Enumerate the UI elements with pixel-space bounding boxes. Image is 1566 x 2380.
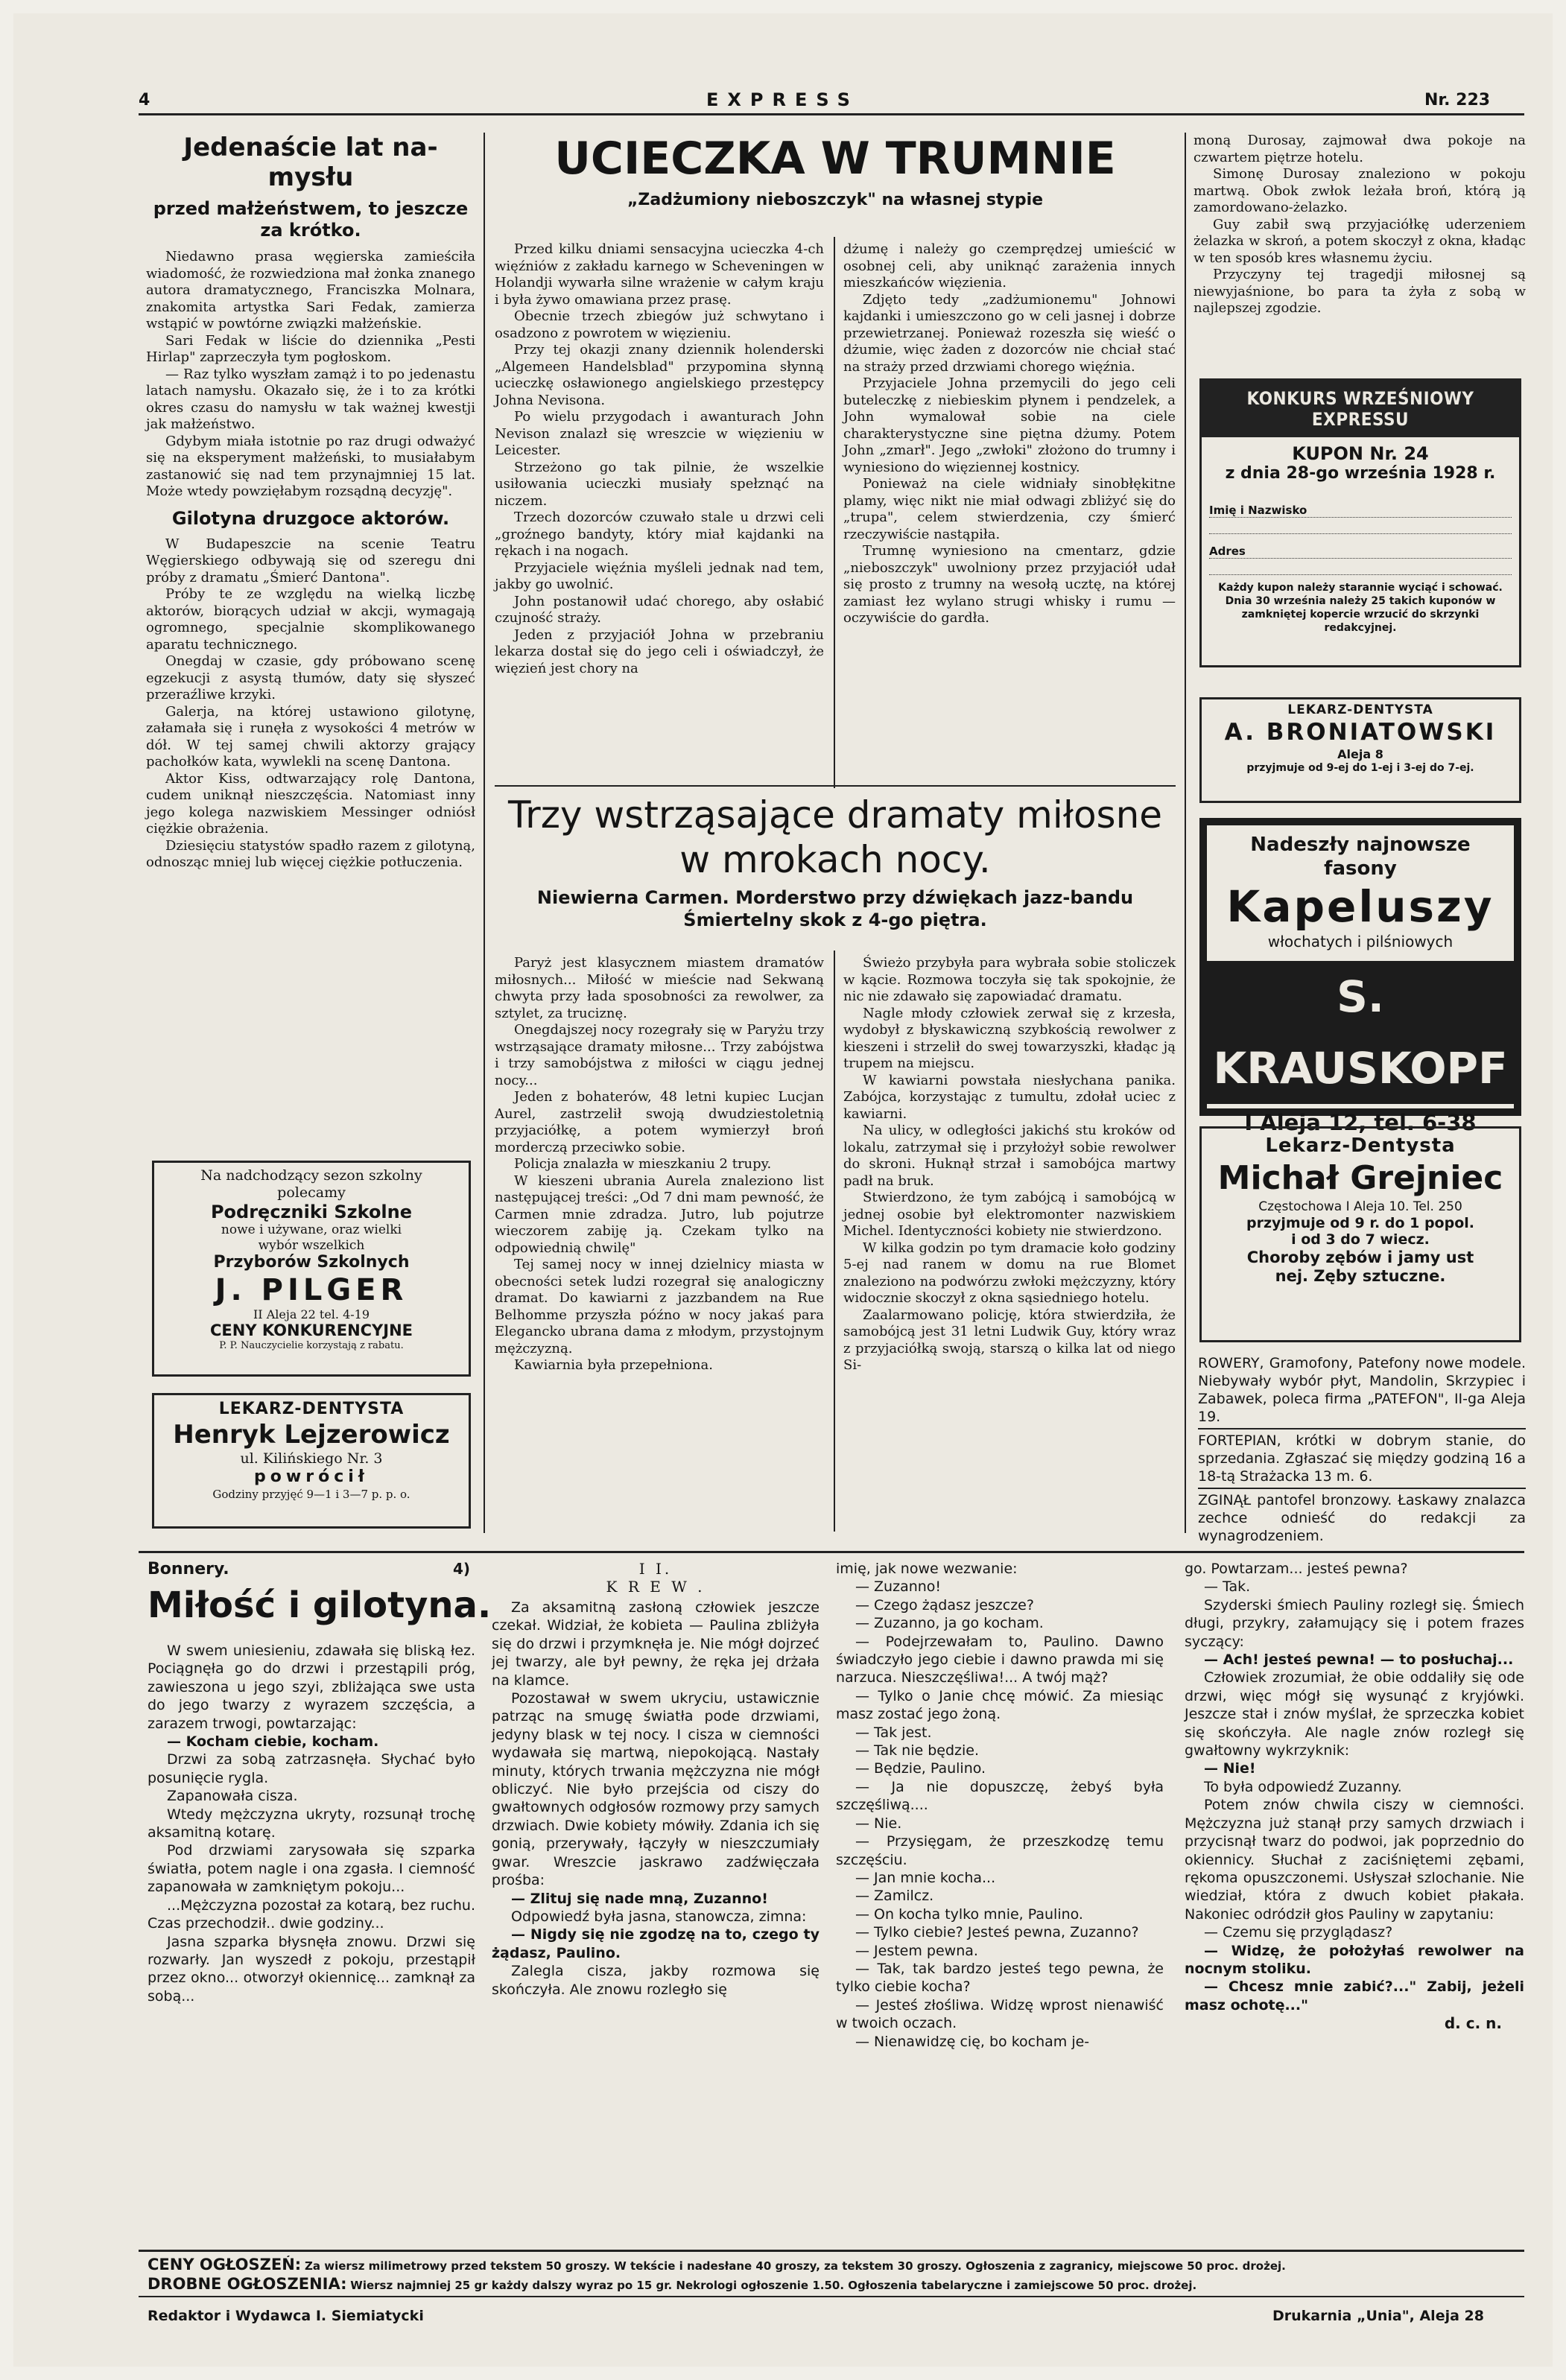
column-rule (484, 133, 485, 1533)
paragraph: Zdjęto tedy „zadżumionemu" Johnowi kajdanki i umieszczono go w celi jasnej i dobrze przewietrzanej. Ponieważ rozeszła się wieść o dżumie, więc żaden z dozorców nie chciał stać na straży przed drzwiami chorego więźnia. (843, 291, 1176, 375)
article-column (843, 955, 1176, 1374)
footer-small-ads (148, 2275, 1524, 2294)
paragraph: Zapanowała cisza. (167, 1788, 298, 1805)
paragraph: John postanowił udać chorego, aby osłabić czujność straży. (495, 593, 824, 626)
article-column (1185, 1560, 1524, 2032)
ad-name: S. KRAUSKOPF (1207, 961, 1514, 1104)
ad-line: włochatych i pilśniowych (1267, 933, 1454, 951)
paragraph: Świeżo przybyła para wybrała sobie stoliczek w kącie. Rozmowa toczyła się tak spokojnie, że nic nie zdawało się zapowiadać dramatu. (843, 955, 1176, 1004)
ad-pilger (152, 1161, 471, 1377)
article-subtitle: przed małżeństwem, to jeszcze za krótko. (153, 198, 469, 241)
article-column (836, 1560, 1164, 2051)
paragraph: — Zlituj się nade mną, Zuzanno! (511, 1890, 768, 1907)
article-title: Trzy wstrząsające dramaty miłosne w mrokach nocy. (507, 793, 1163, 881)
paragraph: — Nie. (855, 1815, 902, 1832)
paragraph: Niedawno prasa węgierska zamieściła wiadomość, że rozwiedziona mał żonka znanego autora dramatycznego, Franciszka Molnara, znakomita artystka Sari Fedak, zamierza wstąpić w powtórne związki małżeńskie. (146, 249, 475, 331)
ad-line: i od 3 do 7 wiecz. (1291, 1231, 1430, 1248)
paragraph: Galerja, na której ustawiono gilotynę, załamała się i runęła z wysokości 4 metrów w dół. W tej samej chwili aktorzy grający pachołków kata, wywlekli na scenę Dantona. (146, 703, 475, 769)
serial-number: 4) (453, 1560, 471, 1578)
article-column (843, 241, 1176, 627)
paragraph: Jeden z przyjaciół Johna w przebraniu lekarza dostał się do jego celi i oświadczył, że więzień jest chory na (495, 626, 824, 676)
footer-label: CENY OGŁOSZEŃ: (148, 2256, 302, 2273)
paragraph: Przyjaciele więźnia myśleli jednak nad tem, jakby go uwolnić. (495, 559, 824, 592)
paragraph: Guy zabił swą przyjaciółkę uderzeniem żelazka w skroń, a potem skoczył z okna, kładąc w ten sposób kres własnemu życiu. (1193, 216, 1526, 266)
ad-line: Przyborów Szkolnych (213, 1253, 410, 1272)
paragraph: — Nienawidzę cię, bo kocham je- (855, 2033, 1090, 2050)
small-ads (1198, 1354, 1526, 1545)
ad-line: Godziny przyjęć 9—1 i 3—7 p. p. o. (212, 1487, 410, 1501)
footer-text: Za wiersz milimetrowy przed tekstem 50 groszy. W tekście i nadesłane 40 groszy, za tekstem 30 groszy. Ogłoszenia z zagranicy, miejscowe 50 proc. drożej. (304, 2259, 1286, 2273)
printer-credit: Drukarnia „Unia", Aleja 28 (1272, 2308, 1484, 2324)
paragraph: W swem uniesieniu, zdawała się bliską łez. Pociągnęła go do drzwi i przestąpili próg, zawieszona u jego szyi, zbliżająca swe usta do jego twarzy z wyrazem szczęścia, a zarazem trwogi, powtarzając: (148, 1643, 475, 1732)
chapter-title: K R E W . (606, 1578, 706, 1596)
paragraph: W Budapeszcie na scenie Teatru Węgierskiego odbywają się od szeregu dni próby z dramatu „Śmierć Dantona". (146, 536, 475, 586)
paragraph: Na ulicy, w odległości jakichś stu kroków od lokalu, zatrzymał się i przyłożył sobie rewolwer do skroni. Huknął strzał i samobójca martwy padł na bruk. (843, 1123, 1176, 1189)
ad-line: LEKARZ-DENTYSTA (218, 1400, 405, 1418)
ad-line: Częstochowa I Aleja 10. Tel. 250 (1258, 1199, 1462, 1215)
paragraph: Szyderski śmiech Pauliny rozległ się. Śmiech długi, przykry, załamujący się i potem frazes syczący: (1185, 1596, 1524, 1650)
paragraph: — Jesteś złośliwa. Widzę wprost nienawiść w twoich oczach. (836, 1996, 1164, 2032)
paragraph: Przed kilku dniami sensacyjna ucieczka 4-ch więźniów z zakładu karnego w Scheveningen w Holandji wywarła silne wrażenie w całym kraju i była żywo omawiana przez prasę. (495, 241, 824, 308)
ad-broniatowski (1199, 697, 1521, 803)
paragraph: — Przysięgam, że przeszkodzę temu szczęściu. (836, 1833, 1164, 1868)
ad-lejzerowicz (152, 1393, 471, 1529)
footer-text: Wiersz najmniej 25 gr każdy dalszy wyraz po 15 gr. Nekrologi ogłoszenie 1.50. Ogłoszenia tabelaryczne i zamiejscowe 50 proc. drożej. (350, 2279, 1197, 2292)
paragraph: Sari Fedak w liście do dziennika „Pesti Hirlap" zaprzeczyła tym pogłoskom. (146, 332, 475, 365)
coupon-box (1199, 378, 1521, 667)
paragraph: — On kocha tylko mnie, Paulino. (855, 1905, 1083, 1923)
paragraph: Próby te ze względu na wielką liczbę aktorów, biorących udział w akcji, wymagają ogromnego, specjalnie skomplikowanego aparatu technicznego. (146, 586, 475, 653)
serial-kicker: Bonnery. (148, 1560, 229, 1578)
paragraph: — Tak. (1204, 1578, 1251, 1596)
paragraph: — Zuzanno! (855, 1578, 942, 1596)
article-column (148, 1642, 475, 2005)
ad-name: Henryk Lejzerowicz (173, 1420, 450, 1450)
ad-line: Podręczniki Szkolne (210, 1201, 413, 1222)
footer-prices (148, 2256, 1524, 2275)
paragraph: Paryż jest klasycznem miastem dramatów miłosnych... Miłość w mieście nad Sekwaną chwyta przy łada sposobności za rewolwer, za sztylet, za truciznę. (495, 955, 824, 1021)
ad-line: CENY KONKURENCYJNE (209, 1321, 413, 1339)
ad-line: LEKARZ-DENTYSTA (1287, 702, 1433, 717)
editor-credit: Redaktor i Wydawca I. Siemiatycki (148, 2308, 424, 2324)
ad-line: Choroby zębów i jamy ust (1246, 1248, 1474, 1267)
section-subtitle: Gilotyna druzgoce aktorów. (171, 507, 450, 529)
coupon-name-field: Imię i Nazwisko (1209, 493, 1512, 518)
serial-title: Miłość i gilotyna. (148, 1584, 492, 1626)
chapter-number: I I. (638, 1560, 673, 1578)
article-subtitle: „Zadżumiony nieboszczyk" na własnej stypie (627, 191, 1044, 209)
paragraph: Ponieważ na ciele widniały sinobłękitne plamy, więc nikt nie miał odwagi zbliżyć się do „trupa", celem stwierdzenia, czy śmierć rzeczywiście nastąpiła. (843, 476, 1176, 542)
paragraph: Onegdajszej nocy rozegrały się w Paryżu trzy wstrząsające dramaty miłosne... Trzy zabójstwa i trzy samobójstwa z miłości w ciągu jednej nocy... (495, 1022, 824, 1088)
paragraph: Trzech dozorców czuwało stale u drzwi celi „groźnego bandyty, który miał kajdanki na rękach i na nogach. (495, 510, 824, 559)
paragraph: Kawiarnia była przepełniona. (514, 1357, 713, 1373)
paragraph: Pozostawał w swem ukryciu, ustawicznie patrząc na smugę światła pode drzwiami, jedyny blask w tej nocy. I cisza w ciemności wydawała się martwą, niepokojącą. Nastały minuty, których trwania mężczyzna nie mógł obliczyć. Nie było przejścia od ciszy do gwałtownych odgłosów rozmowy przy samych drzwiach. Dwie kobiety mówiły. Zdania ich się gonią, przerywały, łączyły w nieszczumiały gwar. Wreszcie jaskrawo zadźwięczała prośba: (492, 1690, 820, 1889)
paragraph: Trumnę wyniesiono na cmentarz, gdzie „nieboszczyk" uwolniony przez przyjaciół udał się prosto z trumny na wesołą ucztę, na której zamiast łez wylano strugi whisky i rumu — oczywiście do gardła. (843, 543, 1176, 626)
article-jedenascie-lat (146, 133, 475, 872)
paragraph: — Zuzanno, ja go kocham. (855, 1615, 1044, 1632)
ad-grejniec (1199, 1126, 1521, 1342)
article-ucieczka-w-trumnie (495, 133, 1176, 220)
paragraph: — Tak, tak bardzo jesteś tego pewna, że tylko ciebie kocha? (836, 1960, 1164, 1996)
ad-krauskopf (1199, 818, 1521, 1135)
paragraph: W kawiarni powstała niesłychana panika. Zabójca, korzystając z tumultu, zdołał uciec z kawiarni. (843, 1072, 1176, 1122)
paragraph: imię, jak nowe wezwanie: (836, 1561, 1018, 1577)
paragraph: Jeden z bohaterów, 48 letni kupiec Lucjan Aurel, zastrzelił swoją dwudziestoletnią przyjaciółkę, a potem wymierzył broń morderczą przeciwko sobie. (495, 1089, 824, 1155)
coupon-line (1209, 559, 1512, 575)
divider (1198, 1488, 1526, 1489)
paragraph: Za aksamitną zasłoną człowiek jeszcze czekał. Widział, że kobieta — Paulina zbliżyła się do drzwi i przymknęła je. Nie mógł dojrzeć jej twarzy, ale był pewny, że ręka jej drżała na klamce. (492, 1599, 820, 1689)
small-ad: ZGINĄŁ pantofel bronzowy. Łaskawy znalazca zechce odnieść do redakcji za wynagrodzeniem. (1198, 1492, 1526, 1544)
paragraph: W kieszeni ubrania Aurela znaleziono list następującej treści: „Od 7 dni mam pewność, że Carmen mnie zdradza. Jutro, lub pojutrze wieczorem zabiję ją. Czekam tylko na odpowiednią chwilę" (495, 1172, 824, 1256)
ad-address: Aleja 8 (1337, 747, 1383, 762)
paragraph: — Raz tylko wyszłam zamąż i to po jedenastu latach namysłu. Okazało się, że i to za krótki okres czasu do namysłu w tak ważnej kwestji jak małżeństwo. (146, 366, 475, 432)
coupon-address-field: Adres (1209, 534, 1512, 559)
paragraph: Potem znów chwila ciszy w ciemności. Mężczyzna już stanął przy samych drzwiach i przycisnął twarz do podwoi, jak poprzednio do okiennicy. Słuchał z zaciśniętemi zębami, rękoma opuszczonemi. Usłyszał szlochanie. Nie wiedział, która z dwuch kobiet płakała. Nakoniec odródził głos Pauliny w zapytaniu: (1185, 1797, 1524, 1923)
ad-line: Na nadchodzący sezon szkolny (200, 1167, 422, 1184)
paragraph: Drzwi za sobą zatrzasnęła. Słychać było posunięcie rygla. (148, 1751, 475, 1786)
ad-line: przyjmuje od 9-ej do 1-ej i 3-ej do 7-ej. (1246, 761, 1474, 774)
ad-address: I Aleja 12, tel. 6-38 (1244, 1110, 1477, 1135)
ad-line: wybór wszelkich (258, 1237, 365, 1253)
coupon-header: KONKURS WRZEŚNIOWY EXPRESSU (1202, 381, 1519, 437)
ad-line: nej. Zęby sztuczne. (1275, 1267, 1446, 1286)
ad-line: Nadeszły najnowsze fasony (1250, 834, 1471, 880)
column-rule (834, 951, 835, 1532)
footer-label: DROBNE OGŁOSZENIA: (148, 2275, 347, 2293)
paragraph: — Tylko o Janie chcę mówić. Za miesiąc masz zostać jego żoną. (836, 1687, 1164, 1723)
paragraph: — Zamilcz. (855, 1888, 934, 1905)
paragraph: To była odpowiedź Zuzanny. (1204, 1778, 1402, 1795)
newspaper-page (13, 13, 1553, 2367)
paragraph: moną Durosay, zajmował dwa pokoje na czwartem piętrze hotelu. (1193, 133, 1526, 165)
paragraph: — Podejrzewałam to, Paulino. Dawno świadczyło jego ciebie i dawno prawda mi się narzuca. Nieszczęśliwa!... A twój mąż? (836, 1633, 1164, 1686)
paragraph: Gdybym miała istotnie po raz drugi odważyć się na eksperyment małżeński, to musiałabym zastanowić się nad tem przynajmniej 15 lat. Może wtedy powzięłabym rozsądną decyzję". (146, 433, 475, 499)
article-title: Jedenaście lat na- mysłu (183, 133, 438, 192)
ad-line: polecamy (277, 1184, 346, 1201)
paragraph: Strzeżono go tak pilnie, że wszelkie usiłowania ucieczki musiały spełznąć na niczem. (495, 459, 824, 509)
paragraph: — Czemu się przyglądasz? (1204, 1924, 1393, 1941)
article-subtitle: Niewierna Carmen. Morderstwo przy dźwiękach jazz-bandu (536, 887, 1134, 908)
paragraph: — Jestem pewna. (855, 1942, 978, 1959)
continued-note: d. c. n. (1444, 2014, 1502, 2033)
coupon-instructions: Każdy kupon należy starannie wyciąć i schować. Dnia 30 września należy 25 takich kuponów w zamkniętej kopercie wrzucić do skrzynki redakcyjnej. (1218, 582, 1503, 634)
paragraph: — Tak jest. (855, 1724, 932, 1741)
article-column (495, 955, 824, 1374)
ad-name: Michał Grejniec (1217, 1159, 1503, 1198)
paragraph: Nagle młody człowiek zerwał się z krzesła, wydobył z błyskawiczną szybkością rewolwer z kieszeni i strzelił do swej towarzyszki, kładąc ją trupem na miejscu. (843, 1005, 1176, 1071)
ad-name: J. PILGER (215, 1272, 408, 1307)
ad-address: II Aleja 22 tel. 4-19 (253, 1307, 370, 1321)
footer-rule (139, 2250, 1524, 2252)
small-ad: FORTEPIAN, krótki w dobrym stanie, do sprzedania. Zgłaszać się między godziną 16 a 18-tą Strażacka 13 m. 6. (1198, 1432, 1526, 1485)
article-subtitle: Śmiertelny skok z 4-go piętra. (683, 910, 987, 930)
paragraph: W kilka godzin po tym dramacie koło godziny 5-ej nad ranem w domu na rue Blomet znaleziono na podwórzu zwłoki mężczyzny, który widocznie skoczył z okna sąsiedniego hotelu. (843, 1240, 1176, 1306)
footer-rule (139, 2296, 1524, 2297)
column-rule (1185, 133, 1186, 1533)
paragraph: — Będzie, Paulino. (855, 1760, 986, 1777)
paragraph: — Nigdy się nie zgodzę na to, czego ty żądasz, Paulino. (492, 1926, 820, 1961)
paragraph: — Czego żądasz jeszcze? (855, 1596, 1034, 1613)
paragraph: Dziesięciu statystów spadło razem z gilotyną, odnosząc mniej lub więcej ciężkie potłuczenia. (146, 837, 475, 870)
header-rule (139, 113, 1524, 115)
paragraph: Wtedy mężczyzna ukryty, rozsunął trochę aksamitną kotarę. (148, 1806, 475, 1841)
ad-line: powrócił (254, 1467, 369, 1487)
article-trzy-dramaty (495, 793, 1176, 939)
coupon-number: KUPON Nr. 24 (1292, 443, 1429, 464)
ad-line: nowe i używane, oraz wielki (221, 1222, 402, 1238)
paragraph: Stwierdzono, że tym zabójcą i samobójcą w jednej osobie był elektromonter nazwiskiem Michel. Identyczności kobiety nie stwierdzono. (843, 1190, 1176, 1239)
paragraph: Aktor Kiss, odtwarzający rolę Dantona, cudem uniknął nieszczęścia. Natomiast inny jego kolega nazwiskiem Messinger odniósł ciężkie obrażenia. (146, 770, 475, 837)
article-column (492, 1560, 820, 1999)
coupon-date: z dnia 28-go września 1928 r. (1225, 464, 1496, 483)
ad-address: ul. Kilińskiego Nr. 3 (240, 1450, 383, 1467)
paragraph: — Nie! (1204, 1760, 1256, 1777)
paragraph: Policja znalazła w mieszkaniu 2 trupy. (514, 1156, 772, 1172)
paragraph: Po wielu przygodach i awanturach John Nevison znalazł się wreszcie w więzieniu w Leicester. (495, 409, 824, 458)
coupon-line (1209, 518, 1512, 534)
paragraph: Obecnie trzech zbiegów już schwytano i osadzono z powrotem w więzieniu. (495, 308, 824, 341)
paragraph: go. Powtarzam... jesteś pewna? (1185, 1561, 1408, 1577)
paragraph: Zalegla cisza, jakby rozmowa się skończyła. Ale znowu rozległo się (492, 1963, 820, 1998)
paragraph: — Tak nie będzie. (855, 1742, 980, 1759)
ad-line: P. P. Nauczycielie korzystają z rabatu. (219, 1339, 404, 1351)
paragraph: Simonę Durosay znaleziono w pokoju martwą. Obok zwłok leżała broń, którą ją zamordowano-żelazko. (1193, 166, 1526, 215)
paragraph: Przy tej okazji znany dziennik holenderski „Algemeen Handelsblad" przypomina słynną ucieczkę osławionego angielskiego przestępcy Johna Nevisona. (495, 342, 824, 408)
paragraph: — Kocham ciebie, kocham. (167, 1733, 379, 1751)
paragraph: — Tylko ciebie? Jesteś pewna, Zuzanno? (855, 1924, 1139, 1941)
paragraph: Odpowiedź była jasna, stanowcza, zimna: (511, 1908, 807, 1925)
paragraph: Pod drzwiami zarysowała się szparka światła, potem nagle i ona zgasła. I ciemność zapanowała w zamkniętym pokoju... (148, 1842, 475, 1896)
ad-line: przyjmuje od 9 r. do 1 popol. (1246, 1214, 1474, 1231)
masthead: EXPRESS (706, 89, 859, 110)
paragraph: Jasna szparka błysnęła znowu. Drzwi się rozwarły. Jan wyszedł z pokoju, przestąpił przez okno... otworzył okiennicę... zamknął za sobą... (148, 1933, 475, 2005)
ad-line: Kapeluszy (1226, 881, 1494, 932)
small-ad: ROWERY, Gramofony, Patefony nowe modele. Niebywały wybór płyt, Mandolin, Skrzypiec i Zabawek, poleca firma „PATEFON", II-ga Aleja 19. (1198, 1355, 1526, 1425)
ad-name: A. BRONIATOWSKI (1224, 719, 1497, 746)
section-rule (139, 1551, 1524, 1553)
paragraph: — Widzę, że położyłaś rewolwer na nocnym stoliku. (1185, 1942, 1524, 1977)
article-column (495, 241, 824, 677)
page-number: 4 (139, 91, 150, 110)
article-title: UCIECZKA W TRUMNIE (554, 133, 1116, 185)
paragraph: Przyczyny tej tragedji miłosnej są niewyjaśnione, bo para ta żyła z sobą w najlepszej zgodzie. (1193, 267, 1526, 316)
paragraph: — Ja nie dopuszczę, żebyś była szczęśliwą.... (836, 1778, 1164, 1814)
paragraph: — Chcesz mnie zabić?..." Zabij, jeżeli masz ochotę..." (1185, 1978, 1524, 2014)
divider (1198, 1428, 1526, 1429)
paragraph: dżumę i należy go czemprędzej umieścić w osobnej celi, aby uniknąć zarażenia innych mieszkańców więzienia. (843, 241, 1176, 291)
article-column (1193, 133, 1526, 317)
paragraph: Onegdaj w czasie, gdy próbowano scenę egzekucji z asystą tłumów, daty się słyszeć przeraźliwe krzyki. (146, 653, 475, 702)
paragraph: Człowiek zrozumiał, że obie oddaliły się ode drzwi, więc mógł się wysunąć z kryjówki. Jeszcze stał i znów myślał, że sprzeczka kobiet się skończyła. Ale nagle znów rozległ się gwałtowny wykrzyknik: (1185, 1669, 1524, 1759)
issue-number: Nr. 223 (1424, 91, 1491, 110)
section-rule (495, 785, 1176, 787)
paragraph: Tej samej nocy w innej dzielnicy miasta w obecności setek ludzi rozegrał się analogiczny dramat. Do kawiarni z jazzbandem na Rue Belhomme przyszła późno w nocy jakaś para Elegancko ubrana dama z młodym, przystojnym mężczyzną. (495, 1257, 824, 1356)
paragraph: — Ach! jesteś pewna! — to posłuchaj... (1204, 1651, 1514, 1669)
paragraph: ...Mężczyzna pozostał za kotarą, bez ruchu. Czas przechodził.. dwie godziny... (148, 1897, 475, 1932)
ad-line: Lekarz-Dentysta (1265, 1135, 1456, 1157)
paragraph: Przyjaciele Johna przemycili do jego celi buteleczkę z niebieskim płynem i pendzelek, a John wymalował sobie na ciele charakterystyczne sine piętna dżumy. Potem John „zmarł". Jego „zwłoki" złożono do trumny i wyniesiono do więziennej kostnicy. (843, 375, 1176, 475)
column-rule (834, 237, 835, 788)
paragraph: Zaalarmowano policję, która stwierdziła, że samobójcą jest 31 letni Ludwik Guy, który wraz z przyjaciółką swoją, starszą o kilka lat od niego Si- (843, 1307, 1176, 1373)
paragraph: — Jan mnie kocha... (855, 1869, 996, 1886)
